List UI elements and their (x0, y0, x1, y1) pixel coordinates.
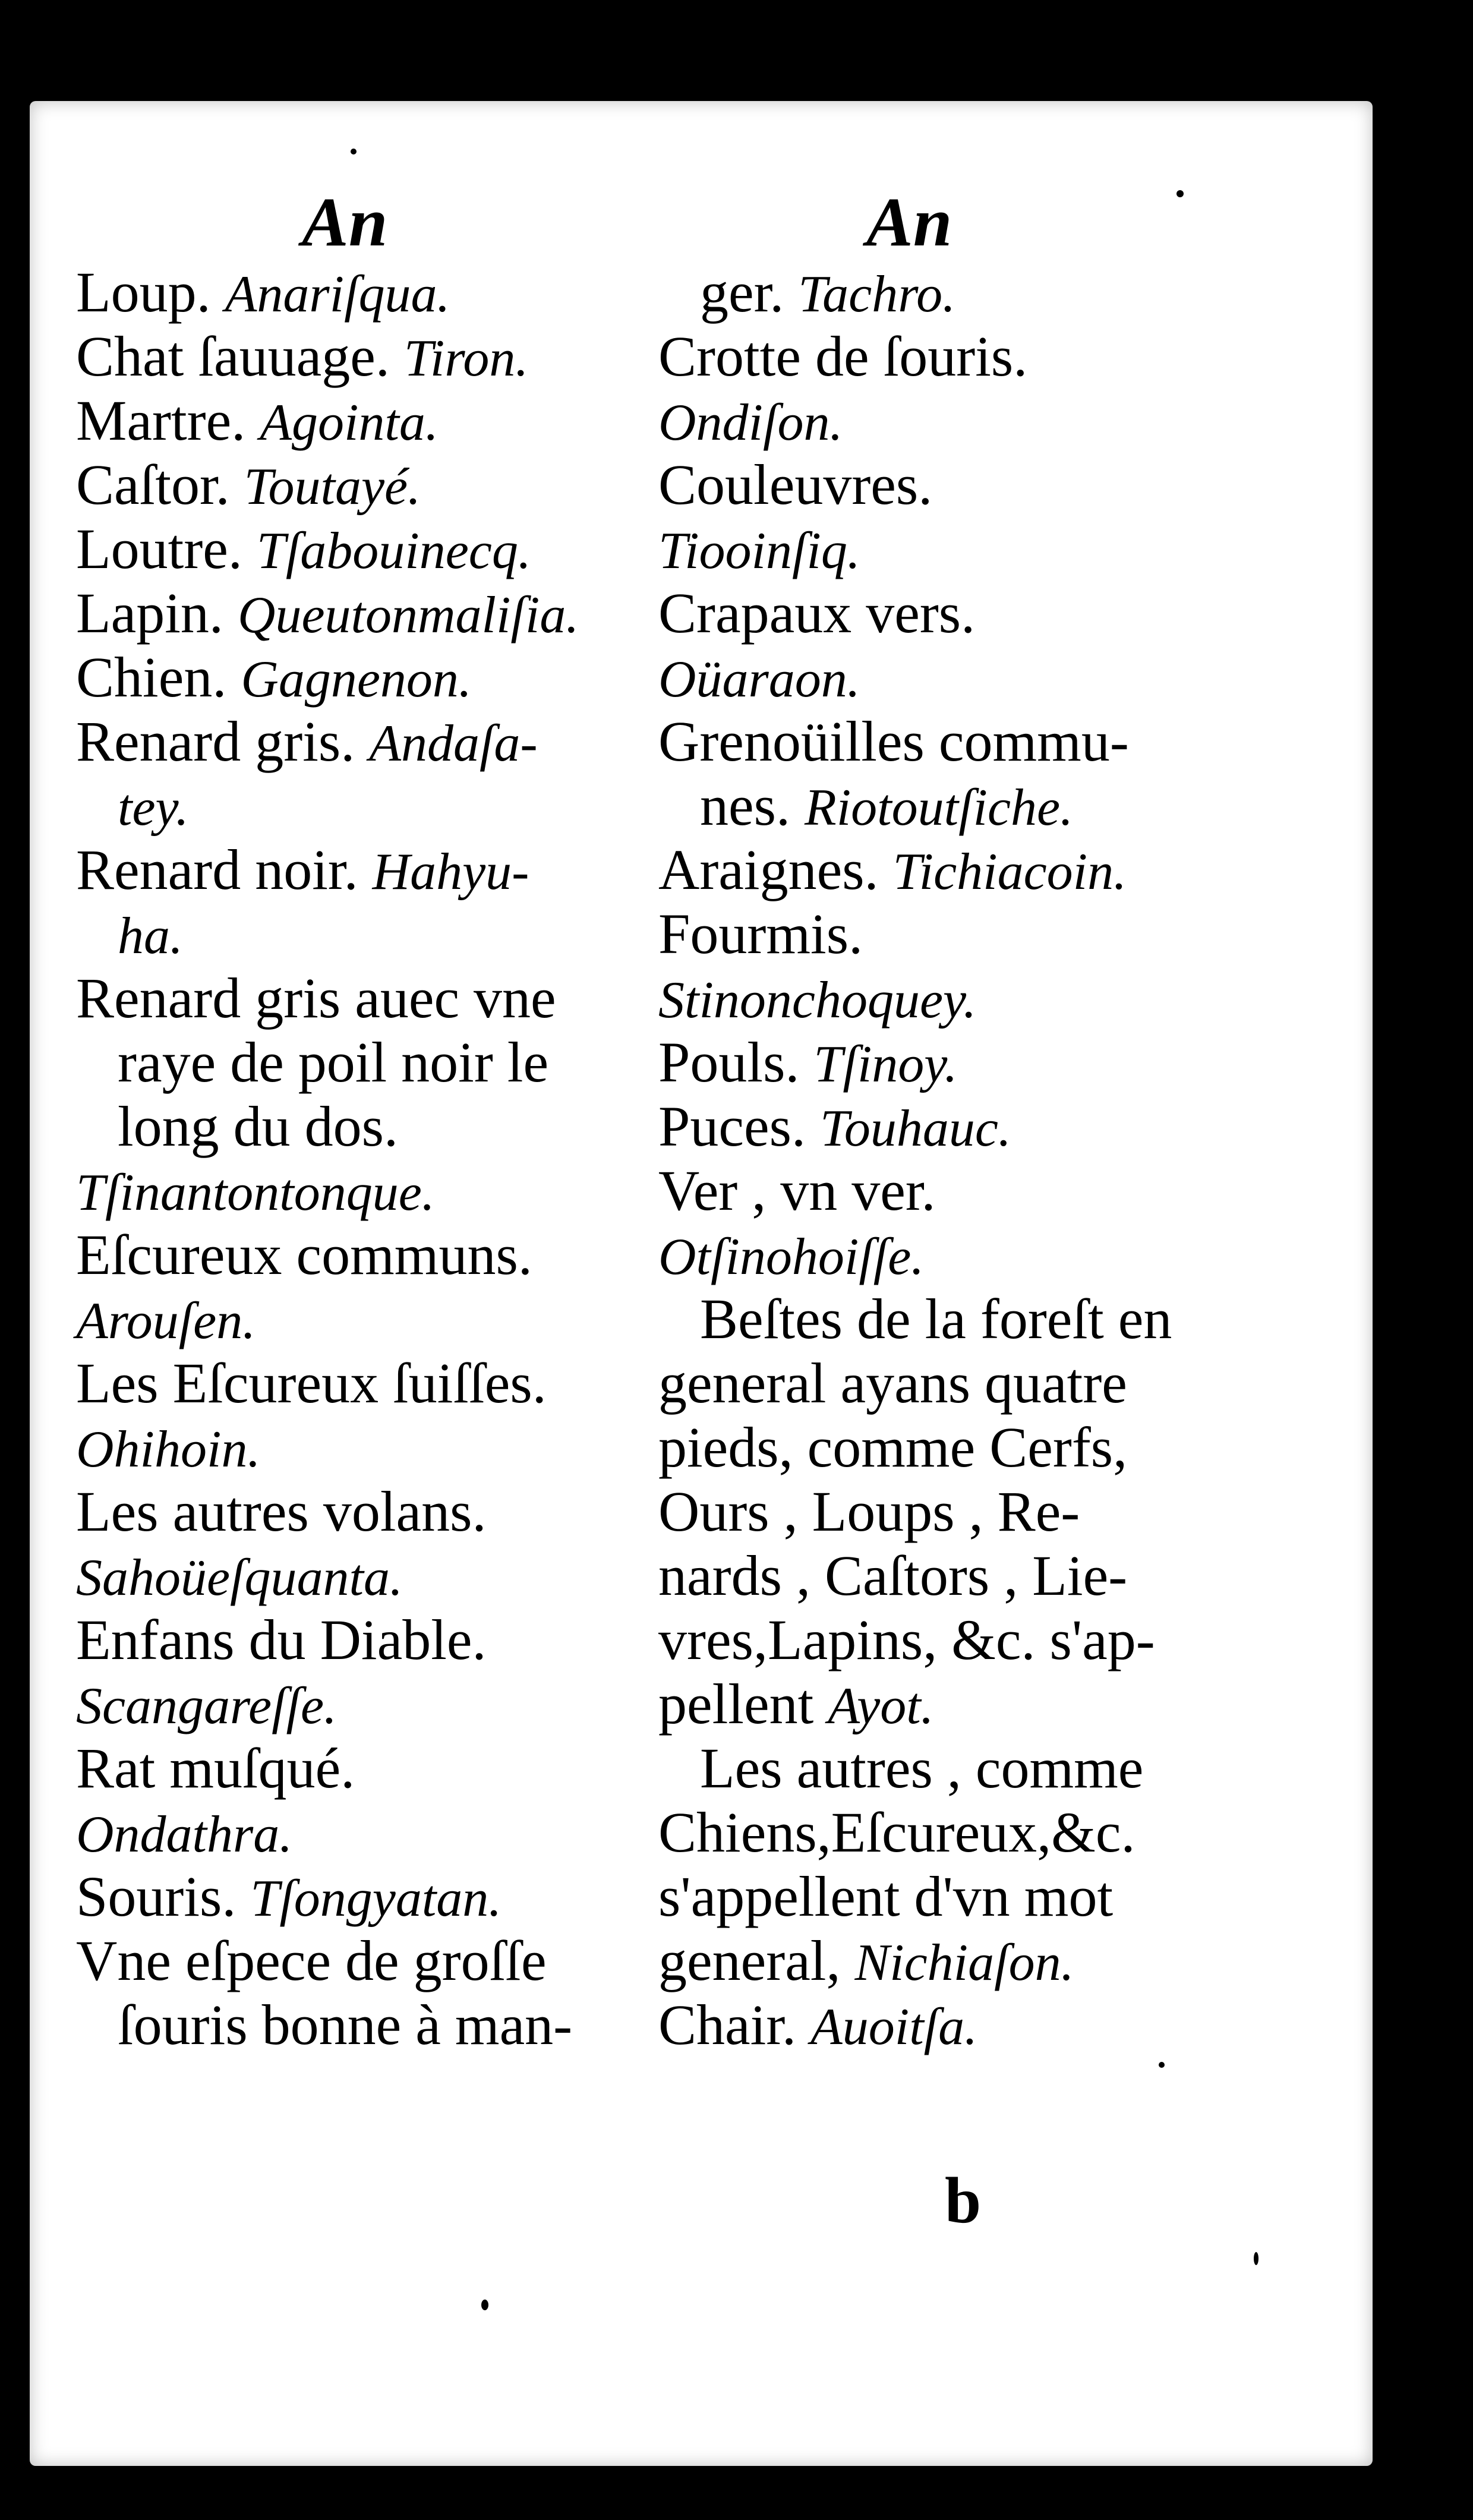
line-roman-text: Renard noir. (76, 838, 373, 901)
text-line (658, 1544, 1276, 1608)
line-roman-text: long du dos. (118, 1095, 399, 1158)
text-line (658, 453, 1276, 517)
text-line (76, 966, 676, 1030)
line-roman-text: Grenoüilles commu- (658, 709, 1129, 773)
line-roman-text: Renard gris. (76, 709, 370, 773)
line-roman-text: ſouris bonne à man- (118, 1993, 573, 2057)
running-head-left: An (302, 183, 388, 261)
line-italic-text: Otſinohoiſſe. (658, 1228, 925, 1286)
text-line (76, 709, 676, 774)
line-roman-text: Enfans du Diable. (76, 1608, 487, 1671)
line-roman-text: s'appellent d'vn mot (658, 1865, 1114, 1928)
text-line (658, 1351, 1276, 1415)
text-line (76, 1480, 676, 1544)
text-line (658, 1929, 1276, 1993)
text-line (76, 1223, 676, 1287)
line-roman-text: Lapin. (76, 581, 238, 645)
line-roman-text: Chair. (658, 1993, 810, 2057)
text-line (658, 902, 1276, 966)
line-roman-text: ger. (700, 260, 799, 324)
left-column-lines (76, 260, 676, 2057)
text-line (658, 517, 1276, 581)
text-line (76, 1415, 676, 1480)
signature-mark: b (945, 2164, 982, 2237)
line-italic-text: Andaſa- (369, 715, 538, 772)
line-roman-text: Chiens,Eſcureux,&c. (658, 1800, 1135, 1864)
line-roman-text: Crotte de ſouris. (658, 324, 1028, 388)
text-line (658, 1159, 1276, 1223)
line-italic-text: ha. (118, 907, 183, 965)
line-italic-text: Tſabouinecq. (256, 522, 531, 580)
text-line (76, 1351, 676, 1415)
line-italic-text: Tſongyatan. (250, 1870, 502, 1928)
text-line (658, 1287, 1276, 1351)
text-line (76, 1993, 676, 2057)
text-line (658, 1736, 1276, 1800)
running-head-right: An (866, 183, 952, 261)
text-line (76, 517, 676, 581)
line-roman-text: Puces. (658, 1095, 820, 1158)
line-roman-text: Pouls. (658, 1030, 814, 1094)
text-line (76, 1030, 676, 1095)
text-line (76, 774, 676, 838)
line-italic-text: Tachro. (798, 266, 956, 323)
line-italic-text: Auoitſa. (810, 1998, 978, 2056)
text-line (658, 389, 1276, 453)
line-italic-text: Ayot. (828, 1677, 934, 1735)
line-roman-text: Vne eſpece de groſſe (76, 1929, 547, 1992)
text-line (658, 838, 1276, 902)
line-italic-text: tey. (118, 779, 189, 837)
line-roman-text: vres,Lapins, &c. s'ap- (658, 1608, 1155, 1671)
line-italic-text: Stinonchoquey. (658, 972, 977, 1029)
text-line (76, 1929, 676, 1993)
line-roman-text: Ours , Loups , Re- (658, 1480, 1080, 1543)
ink-speck (481, 2300, 488, 2310)
text-line (76, 838, 676, 902)
text-line (658, 1672, 1276, 1736)
text-line (658, 1993, 1276, 2057)
text-line (658, 645, 1276, 709)
text-line (658, 1865, 1276, 1929)
line-italic-text: Queutonmaliſia. (237, 586, 579, 644)
line-italic-text: Tiooinſiq. (658, 522, 860, 580)
line-roman-text: general, (658, 1929, 855, 1992)
line-italic-text: Toutayé. (244, 458, 421, 516)
ink-speck (1254, 2252, 1258, 2265)
text-line (658, 1608, 1276, 1672)
text-line (658, 1223, 1276, 1287)
line-roman-text: pellent (658, 1672, 828, 1736)
text-line (76, 1287, 676, 1351)
line-italic-text: Ondathra. (76, 1806, 293, 1863)
line-roman-text: Chien. (76, 645, 241, 709)
line-roman-text: Souris. (76, 1865, 251, 1928)
text-line (658, 966, 1276, 1030)
line-roman-text: Rat muſqué. (76, 1736, 355, 1800)
line-italic-text: Scangareſſe. (76, 1677, 338, 1735)
line-italic-text: Riotoutſiche. (804, 779, 1074, 837)
line-roman-text: Fourmis. (658, 902, 863, 966)
line-roman-text: raye de poil noir le (118, 1030, 549, 1094)
text-line (658, 1415, 1276, 1480)
text-line (658, 260, 1276, 324)
text-line (658, 1480, 1276, 1544)
line-roman-text: Ver , vn ver. (658, 1159, 936, 1222)
text-line (76, 1800, 676, 1865)
line-italic-text: Anariſqua. (225, 266, 450, 323)
line-italic-text: Tſinantontonque. (76, 1164, 435, 1222)
text-line (658, 324, 1276, 389)
right-column-lines (658, 260, 1276, 2057)
text-line (76, 324, 676, 389)
line-italic-text: Gagnenon. (241, 651, 472, 708)
text-line (76, 1608, 676, 1672)
line-roman-text: Crapaux vers. (658, 581, 976, 645)
line-italic-text: Tiron. (403, 330, 529, 387)
line-roman-text: Chat ſauuage. (76, 324, 404, 388)
line-italic-text: Sahoüeſquanta. (76, 1549, 403, 1607)
line-italic-text: Oüaraon. (658, 651, 860, 708)
line-italic-text: Touhauc. (819, 1100, 1011, 1158)
line-roman-text: Araignes. (658, 838, 893, 901)
text-line (76, 260, 676, 324)
line-roman-text: Les autres , comme (700, 1736, 1144, 1800)
line-roman-text: Eſcureux communs. (76, 1223, 532, 1286)
text-line (76, 1544, 676, 1608)
text-line (658, 709, 1276, 774)
ink-speck (351, 149, 357, 154)
text-line (76, 645, 676, 709)
line-roman-text: Couleuvres. (658, 453, 933, 516)
text-line (76, 1095, 676, 1159)
line-roman-text: Loutre. (76, 517, 257, 581)
text-line (658, 1030, 1276, 1095)
book-page (30, 101, 1373, 2466)
line-italic-text: Hahyu- (372, 843, 529, 901)
text-line (76, 1865, 676, 1929)
line-italic-text: Tſinoy. (813, 1036, 958, 1093)
text-line (658, 1095, 1276, 1159)
text-line (76, 453, 676, 517)
line-roman-text: nards , Caſtors , Lie- (658, 1544, 1128, 1607)
text-line (76, 1159, 676, 1223)
line-roman-text: general ayans quatre (658, 1351, 1127, 1415)
text-line (76, 389, 676, 453)
text-line (658, 581, 1276, 645)
line-italic-text: Agointa. (260, 394, 439, 452)
line-italic-text: Arouſen. (76, 1292, 256, 1350)
ink-speck (1159, 2062, 1165, 2068)
text-line (76, 581, 676, 645)
line-italic-text: Ondiſon. (658, 394, 843, 452)
line-roman-text: Renard gris auec vne (76, 966, 556, 1030)
text-line (76, 1672, 676, 1736)
line-roman-text: Beſtes de la foreſt en (700, 1287, 1172, 1351)
line-roman-text: Caſtor. (76, 453, 244, 516)
line-roman-text: Les Eſcureux ſuiſſes. (76, 1351, 547, 1415)
line-roman-text: nes. (700, 774, 805, 837)
text-line (658, 1800, 1276, 1865)
line-italic-text: Nichiaſon. (854, 1934, 1074, 1992)
line-italic-text: Ohihoin. (76, 1421, 261, 1478)
ink-speck (1176, 190, 1184, 197)
text-line (658, 774, 1276, 838)
line-italic-text: Tichiacoin. (892, 843, 1127, 901)
line-roman-text: pieds, comme Cerfs, (658, 1415, 1128, 1479)
line-roman-text: Martre. (76, 389, 260, 452)
line-roman-text: Les autres volans. (76, 1480, 487, 1543)
text-line (76, 1736, 676, 1800)
line-roman-text: Loup. (76, 260, 225, 324)
text-line (76, 902, 676, 966)
